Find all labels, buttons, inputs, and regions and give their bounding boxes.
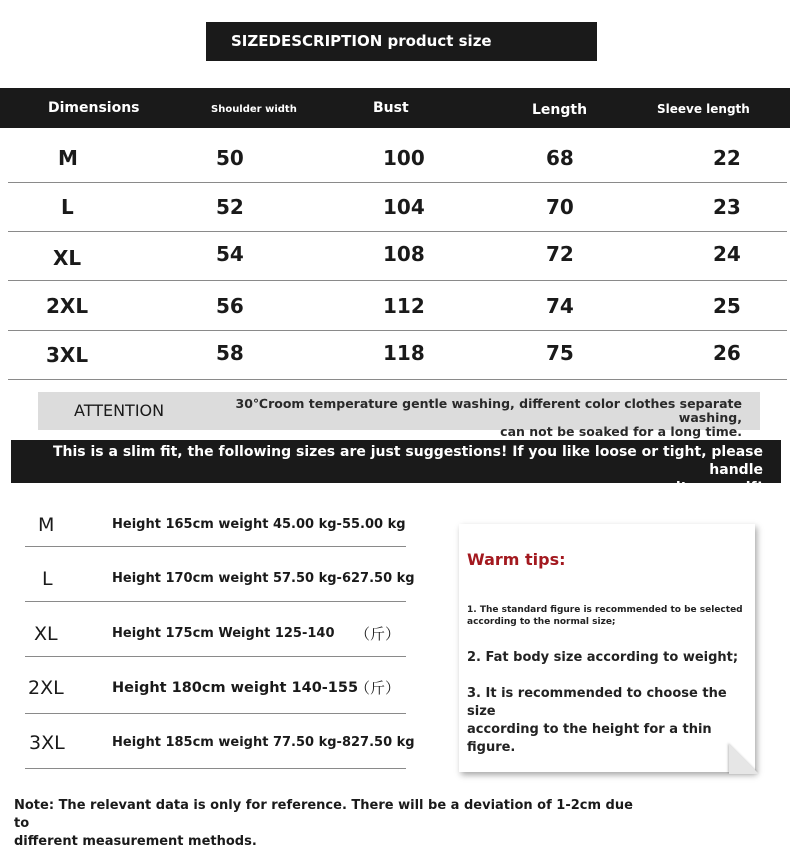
footnote-line-1: Note: The relevant data is only for reference. There will be a deviation of 1-2cm due to xyxy=(14,798,633,831)
page-curl xyxy=(729,744,759,774)
weight-unit: （斤） xyxy=(355,679,401,697)
header-sleeve-length: Sleeve length xyxy=(657,102,750,116)
size-table-header xyxy=(0,88,790,128)
slim-fit-line-1: This is a slim fit, the following sizes are just suggestions! If you like loose or tight, please handle xyxy=(52,444,763,478)
weight-size: L xyxy=(42,568,53,590)
row-divider xyxy=(25,546,406,547)
weight-unit: （斤） xyxy=(355,625,401,643)
cell-bust: 104 xyxy=(383,195,425,219)
cell-length: 72 xyxy=(546,242,574,266)
cell-bust: 112 xyxy=(383,294,425,318)
list-item xyxy=(25,661,406,715)
weight-desc: Height 165cm weight 45.00 kg-55.00 kg xyxy=(112,517,406,532)
table-row xyxy=(8,134,787,183)
table-row xyxy=(8,230,787,279)
tip-1-line-2: according to the normal size; xyxy=(467,617,616,627)
cell-size: M xyxy=(58,146,78,170)
cell-sleeve: 24 xyxy=(713,242,741,266)
header-shoulder-width: Shoulder width xyxy=(211,104,297,115)
tip-3 xyxy=(467,685,752,757)
cell-shoulder: 56 xyxy=(216,294,244,318)
list-item xyxy=(25,607,406,661)
washing-line-2: can not be soaked for a long time. xyxy=(500,424,742,439)
footnote xyxy=(14,797,634,851)
cell-size: 3XL xyxy=(46,343,89,367)
warm-tips-title: Warm tips: xyxy=(467,550,566,569)
tip-3-line-2: according to the height for a thin figure. xyxy=(467,722,712,755)
footnote-line-2: different measurement methods. xyxy=(14,834,257,849)
cell-shoulder: 54 xyxy=(216,242,244,266)
weight-desc: Height 175cm Weight 125-140 xyxy=(112,626,335,641)
row-divider xyxy=(8,280,787,281)
washing-line-1: 30℃room temperature gentle washing, different color clothes separate washing, xyxy=(235,396,742,425)
tip-2: 2. Fat body size according to weight; xyxy=(467,650,739,665)
warm-tips-card xyxy=(459,524,755,772)
attention-banner xyxy=(38,392,760,439)
page-title: SIZEDESCRIPTION product size xyxy=(206,22,597,61)
row-divider xyxy=(25,656,406,657)
weight-desc: Height 170cm weight 57.50 kg-627.50 kg xyxy=(112,571,415,586)
cell-length: 75 xyxy=(546,341,574,365)
slim-fit-banner xyxy=(11,440,781,496)
cell-shoulder: 50 xyxy=(216,146,244,170)
header-length: Length xyxy=(532,102,588,118)
weight-size: 3XL xyxy=(29,732,65,754)
weight-desc: Height 180cm weight 140-155 xyxy=(112,680,359,696)
cell-bust: 100 xyxy=(383,146,425,170)
weight-size: M xyxy=(38,514,55,536)
cell-length: 70 xyxy=(546,195,574,219)
weight-desc: Height 185cm weight 77.50 kg-827.50 kg xyxy=(112,735,415,750)
list-item xyxy=(25,552,415,606)
weight-size: 2XL xyxy=(28,677,64,699)
row-divider xyxy=(25,601,406,602)
cell-sleeve: 25 xyxy=(713,294,741,318)
cell-size: XL xyxy=(53,246,82,270)
table-row xyxy=(8,282,787,331)
cell-length: 74 xyxy=(546,294,574,318)
row-divider xyxy=(25,713,406,714)
washing-instructions xyxy=(202,397,742,439)
cell-sleeve: 23 xyxy=(713,195,741,219)
table-row xyxy=(8,329,787,378)
header-dimensions: Dimensions xyxy=(48,100,140,116)
cell-size: L xyxy=(61,195,74,219)
row-divider xyxy=(8,379,787,380)
weight-size: XL xyxy=(34,623,58,645)
cell-sleeve: 26 xyxy=(713,341,741,365)
tip-1-line-1: 1. The standard figure is recommended to be selected xyxy=(467,605,743,615)
table-row xyxy=(8,183,787,232)
list-item xyxy=(25,716,415,770)
tip-1 xyxy=(467,604,747,628)
list-item xyxy=(25,498,406,552)
cell-bust: 108 xyxy=(383,242,425,266)
header-bust: Bust xyxy=(373,100,409,116)
cell-size: 2XL xyxy=(46,294,89,318)
cell-length: 68 xyxy=(546,146,574,170)
attention-label: ATTENTION xyxy=(74,401,165,420)
tip-3-line-1: 3. It is recommended to choose the size xyxy=(467,686,727,719)
cell-shoulder: 52 xyxy=(216,195,244,219)
cell-shoulder: 58 xyxy=(216,341,244,365)
cell-sleeve: 22 xyxy=(713,146,741,170)
slim-fit-text xyxy=(23,443,763,497)
cell-bust: 118 xyxy=(383,341,425,365)
slim-fit-line-2: it yourself! xyxy=(675,480,763,496)
row-divider xyxy=(25,768,406,769)
